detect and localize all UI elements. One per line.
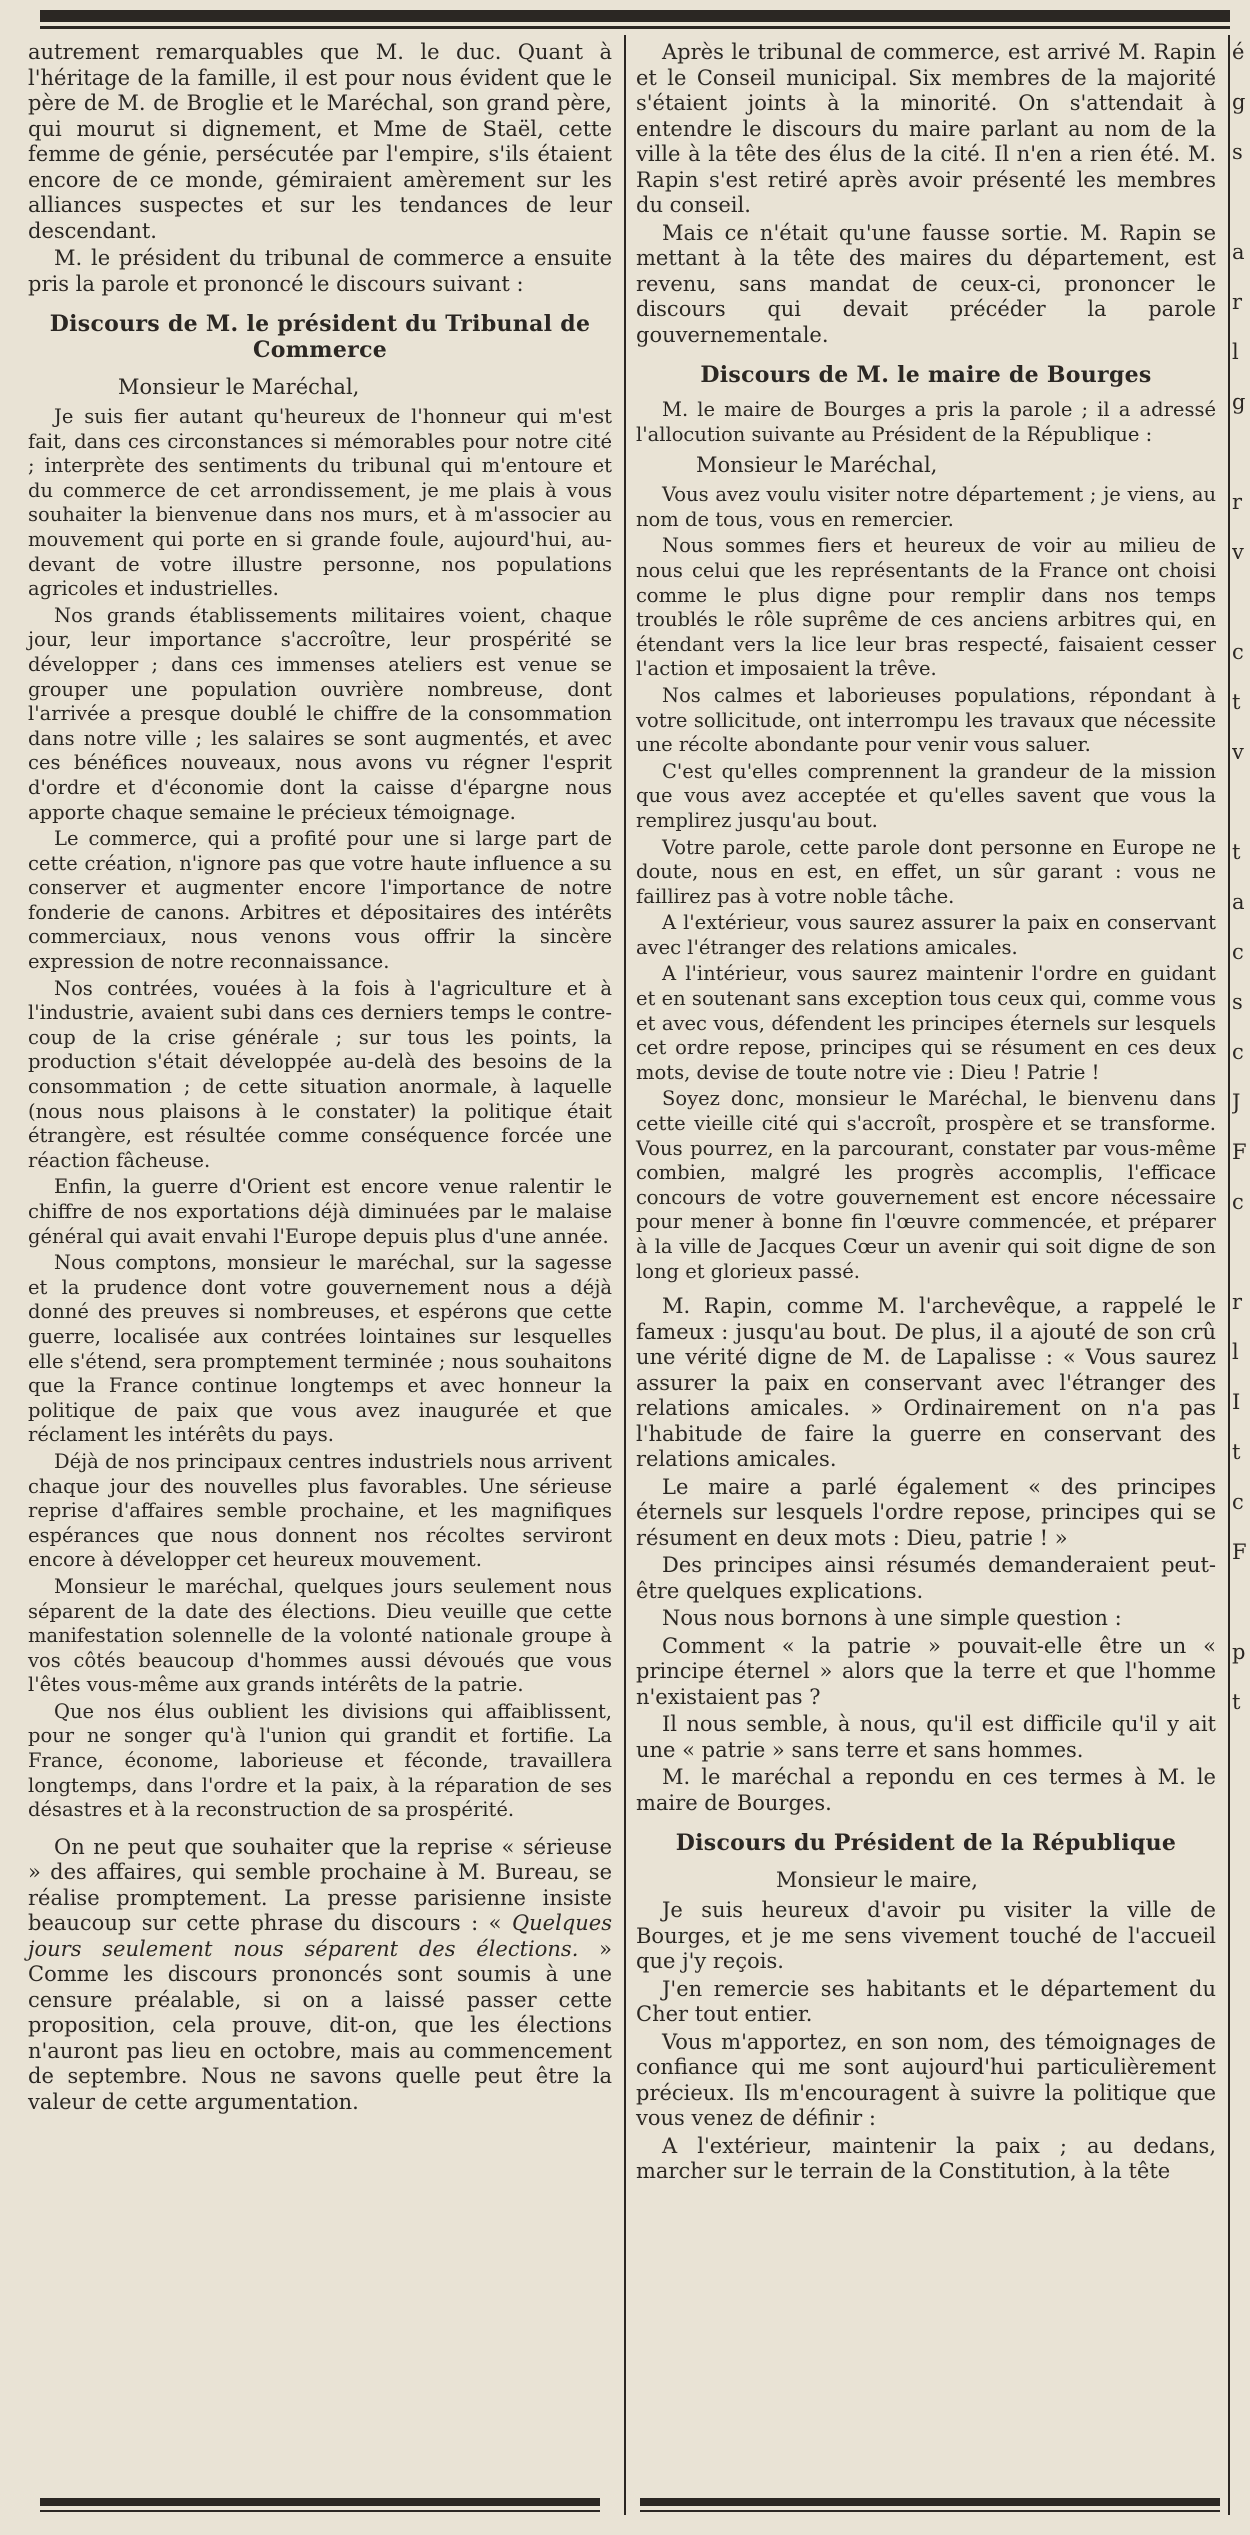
edge-letter: g bbox=[1232, 390, 1246, 414]
heading-president-speech: Discours du Président de la République bbox=[675, 1830, 1177, 1857]
edge-letter: l bbox=[1232, 1340, 1239, 1364]
maire-speech-paragraph: Soyez donc, monsieur le Maréchal, le bienvenu dans cette vieille cité qui s'accroît, prospère et se transforme. Vous pourrez, en la parcourant, constater par vous-même combien, malgré les progrès accomplis, l'efficace concours de votre gouvernement est encore nécessaire pour mener à bonne fin l'œuvre commencée, et préparer à la ville de Jacques Cœur un avenir qui soit digne de son long et glorieux passé. bbox=[636, 1087, 1216, 1283]
edge-letter: c bbox=[1232, 1190, 1244, 1214]
maire-speech-paragraph: A l'extérieur, vous saurez assurer la paix en conservant avec l'étranger des relations amicales. bbox=[636, 911, 1216, 959]
speech-paragraph: Déjà de nos principaux centres industriels nous arrivent chaque jour des nouvelles plus favorables. Une sérieuse reprise d'affaires semble prochaine, et les magnifiques espérances que nous donnent nos récoltes serviront encore à développer cet heureux mouvement. bbox=[28, 1449, 612, 1572]
edge-letter: g bbox=[1232, 90, 1246, 114]
edge-letter: r bbox=[1232, 290, 1243, 314]
bottom-rule-left-thin bbox=[40, 2510, 600, 2512]
edge-letter: F bbox=[1232, 1540, 1247, 1564]
column-divider-right bbox=[1228, 35, 1230, 2515]
edge-letter: c bbox=[1232, 940, 1244, 964]
speech-paragraph: Que nos élus oublient les divisions qui affaiblissent, pour ne songer qu'à l'union qui grandit et fortifie. La France, économe, laborieuse et féconde, travaillera longtemps, dans l'ordre et la paix, à la réparation de ses désastres et à la reconstruction de sa prospérité. bbox=[28, 1699, 612, 1822]
speech-paragraph: Nos grands établissements militaires voient, chaque jour, leur importance s'accroître, leur prospérité se développer ; dans ces immenses ateliers est venue se grouper une population ouvrière nombreuse, dont l'arrivée a presque doublé le chiffre de la consommation dans notre ville ; les salaires se sont augmentés, et avec ces bénéfices nouveaux, nous avons vu régner l'esprit d'ordre et d'économie dont la caisse d'épargne nous apporte chaque semaine le précieux témoignage. bbox=[28, 603, 612, 824]
edge-letter: a bbox=[1232, 240, 1245, 264]
left-paragraph-1: autrement remarquables que M. le duc. Quant à l'héritage de la famille, il est pour nous évident que le père de M. de Broglie et le Maréchal, son grand père, qui mourut si dignement, et Mme de Staël, cette femme de génie, persécutée par l'empire, s'ils étaient encore de ce monde, gémiraient amèrement sur les alliances suspectes et sur les tendances de leur descendant. bbox=[28, 40, 612, 243]
commentary-paragraph: Comment « la patrie » pouvait-elle être un « principe éternel » alors que la terre et que l'homme n'existaient pas ? bbox=[636, 1633, 1216, 1709]
maire-speech-paragraph: Nos calmes et laborieuses populations, répondant à votre sollicitude, ont interrompu les travaux que nécessite une récolte abondante pour venir vous saluer. bbox=[636, 683, 1216, 757]
edge-letter: t bbox=[1232, 1440, 1241, 1464]
closing-text-1: On ne peut que souhaiter que la reprise « sérieuse » des affaires, qui semble prochaine à M. Bureau, se réalise promptement. La presse parisienne insiste beaucoup sur cette phrase du discours : « bbox=[28, 1834, 612, 1936]
left-column bbox=[28, 40, 612, 2117]
maire-speech-paragraph: C'est qu'elles comprennent la grandeur de la mission que vous avez acceptée et qu'elles savent que vous la remplirez jusqu'au bout. bbox=[636, 759, 1216, 832]
edge-letter: c bbox=[1232, 1490, 1244, 1514]
salutation-marechal-2: Monsieur le Maréchal, bbox=[696, 453, 938, 478]
edge-letter: v bbox=[1232, 740, 1244, 764]
closing-quote: Quelques jours seulement nous séparent des élections. bbox=[28, 1911, 612, 1961]
right-paragraph-1: Après le tribunal de commerce, est arrivé M. Rapin et le Conseil municipal. Six membres de la majorité s'étaient joints à la minorité. On s'attendait à entendre le discours du maire parlant au nom de la ville à la tête des élus de la cité. Il n'en a rien été. M. Rapin s'est retiré après avoir présenté les membres du conseil. bbox=[636, 40, 1216, 217]
right-column bbox=[636, 40, 1216, 2187]
edge-letter: t bbox=[1232, 1690, 1241, 1714]
edge-letter: c bbox=[1232, 640, 1244, 664]
president-speech-paragraph: J'en remercie ses habitants et le département du Cher tout entier. bbox=[636, 1976, 1216, 2027]
commentary-paragraph: Le maire a parlé également « des principes éternels sur lesquels l'ordre repose, principes qui se résument en deux mots : Dieu, patrie ! » bbox=[636, 1474, 1216, 1550]
edge-letter: l bbox=[1232, 340, 1239, 364]
cut-off-column bbox=[1232, 40, 1250, 1740]
edge-letter: p bbox=[1232, 1640, 1246, 1664]
top-rule-thin bbox=[40, 26, 1230, 29]
bottom-rule-left bbox=[40, 2498, 600, 2506]
edge-letter bbox=[1232, 440, 1250, 490]
edge-letter: a bbox=[1232, 890, 1245, 914]
edge-letter bbox=[1232, 1240, 1250, 1290]
president-speech-paragraph: A l'extérieur, maintenir la paix ; au dedans, marcher sur le terrain de la Constitution, à la tête bbox=[636, 2133, 1216, 2184]
commentary-paragraph: Des principes ainsi résumés demanderaient peut-être quelques explications. bbox=[636, 1553, 1216, 1603]
speech-paragraph: Nos contrées, vouées à la fois à l'agriculture et à l'industrie, avaient subi dans ces derniers temps le contre-coup de la crise générale ; sur tous les points, la production s'était développée au-delà des besoins de la consommation ; de cette situation anormale, à laquelle (nous nous plaisons à le constater) la politique était étrangère, est résultée comme conséquence forcée une réaction fâcheuse. bbox=[28, 976, 612, 1172]
commentary-paragraph: M. Rapin, comme M. l'archevêque, a rappelé le fameux : jusqu'au bout. De plus, il a ajouté de son crû une vérité digne de M. de Lapalisse : « Vous saurez assurer la paix en conservant avec l'étranger des relations amicales. » Ordinairement on n'a pas l'habitude de faire la guerre en conservant des relations amicales. bbox=[636, 1294, 1216, 1472]
column-divider-left bbox=[624, 35, 626, 2515]
salutation-maire: Monsieur le maire, bbox=[776, 1868, 978, 1893]
edge-letter: s bbox=[1232, 140, 1243, 164]
closing-text-2: » Comme les discours prononcés sont soumis à une censure préalable, si on a laissé passer cette proposition, cela prouve, dit-on, que les élections n'auront pas lieu en octobre, mais au commencement de septembre. Nous ne savons quelle peut être la valeur de cette argumentation. bbox=[28, 1936, 612, 2114]
edge-letter: J bbox=[1232, 1090, 1241, 1114]
edge-letter: r bbox=[1232, 1290, 1243, 1314]
right-paragraph-3: M. le maire de Bourges a pris la parole ; il a adressé l'allocution suivante au Président de la République : bbox=[636, 398, 1216, 446]
salutation-marechal: Monsieur le Maréchal, bbox=[118, 375, 360, 399]
edge-letter: F bbox=[1232, 1140, 1247, 1164]
speech-paragraph: Nous comptons, monsieur le maréchal, sur la sagesse et la prudence dont votre gouvernement nous a déjà donné des preuves si nombreuses, et espérons que cette guerre, localisée aux contrées lointaines sur lesquelles elle s'étend, sera promptement terminée ; nous souhaitons que la France continue longtemps et avec honneur la politique de paix que vous avez inaugurée et que réclament les intérêts du pays. bbox=[28, 1251, 612, 1447]
edge-letter: t bbox=[1232, 840, 1241, 864]
edge-letter bbox=[1232, 790, 1250, 840]
commentary-paragraph: Nous nous bornons à une simple question : bbox=[662, 1606, 1122, 1631]
bottom-rule-right-thin bbox=[640, 2510, 1220, 2512]
edge-letter bbox=[1232, 590, 1250, 640]
president-speech-paragraph: Je suis heureux d'avoir pu visiter la ville de Bourges, et je me sens vivement touché de l'accueil que j'y reçois. bbox=[636, 1898, 1216, 1974]
edge-letter: c bbox=[1232, 1040, 1244, 1064]
commentary-paragraph: Il nous semble, à nous, qu'il est difficile qu'il y ait une « patrie » sans terre et sans hommes. bbox=[636, 1712, 1216, 1762]
edge-letter: é bbox=[1232, 40, 1245, 64]
edge-letter: r bbox=[1232, 490, 1243, 514]
heading-tribunal-speech: Discours de M. le président du Tribunal de Commerce bbox=[49, 311, 591, 363]
top-rule-thick bbox=[40, 10, 1230, 22]
edge-letter bbox=[1232, 190, 1250, 240]
maire-speech-paragraph: Votre parole, cette parole dont personne en Europe ne doute, nous en est, en effet, un sûr garant : vous ne faillirez pas à votre noble tâche. bbox=[636, 835, 1216, 908]
speech-paragraph: Monsieur le maréchal, quelques jours seulement nous séparent de la date des élections. Dieu veuille que cette manifestation solennelle de la volonté nationale groupe à vos côtés beaucoup d'hommes aussi dévoués que vous l'êtes vous-même aux grands intérêts de la patrie. bbox=[28, 1574, 612, 1697]
edge-letter: s bbox=[1232, 990, 1243, 1014]
speech-paragraph: Le commerce, qui a profité pour une si large part de cette création, n'ignore pas que votre haute influence a su conserver et augmenter encore l'importance de notre fonderie de canons. Arbitres et dépositaires des intérêts commerciaux, nous venons vous offrir la sincère expression de notre reconnaissance. bbox=[28, 827, 612, 974]
left-paragraph-2: M. le président du tribunal de commerce a ensuite pris la parole et prononcé le discours suivant : bbox=[28, 246, 612, 296]
edge-letter: I bbox=[1232, 1390, 1241, 1414]
heading-maire-speech: Discours de M. le maire de Bourges bbox=[700, 362, 1152, 388]
edge-letter: v bbox=[1232, 540, 1244, 564]
right-paragraph-2: Mais ce n'était qu'une fausse sortie. M. Rapin se mettant à la tête des maires du département, est revenu, sans mandat de ceux-ci, prononcer le discours qui devait précéder la parole gouvernementale. bbox=[636, 220, 1216, 347]
edge-letter bbox=[1232, 1590, 1250, 1640]
maire-speech-paragraph: A l'intérieur, vous saurez maintenir l'ordre en guidant et en soutenant sans exception tous ceux qui, comme vous et avec vous, défendent les principes éternels sur lesquels cet ordre repose, principes qui se résument en ces deux mots, devise de toute notre vie : Dieu ! Patrie ! bbox=[636, 962, 1216, 1084]
speech-paragraph: Enfin, la guerre d'Orient est encore venue ralentir le chiffre de nos exportations déjà diminuées par le malaise général qui avait envahi l'Europe depuis plus d'une année. bbox=[28, 1175, 612, 1248]
commentary-paragraph: M. le maréchal a repondu en ces termes à M. le maire de Bourges. bbox=[636, 1765, 1216, 1815]
edge-letter: t bbox=[1232, 690, 1241, 714]
bottom-rule-right bbox=[640, 2498, 1220, 2506]
maire-speech-paragraph: Vous avez voulu visiter notre département ; je viens, au nom de tous, vous en remercier. bbox=[636, 483, 1216, 531]
speech-paragraph: Je suis fier autant qu'heureux de l'honneur qui m'est fait, dans ces circonstances si mémorables pour notre cité ; interprète des sentiments du tribunal qui m'entoure et du commerce de cet arrondissement, je me plais à vous souhaiter la bienvenue dans nos murs, et à m'associer au mouvement qui porte en si grande foule, aujourd'hui, au-devant de votre illustre personne, nos populations agricoles et industrielles. bbox=[28, 405, 612, 601]
maire-speech-paragraph: Nous sommes fiers et heureux de voir au milieu de nous celui que les représentants de la France ont choisi comme le plus digne pour remplir dans nos temps troublés le rôle suprême de ces anciens arbitres qui, en étendant vers la lice leur bras respecté, faisaient cesser l'action et imposaient la trêve. bbox=[636, 534, 1216, 681]
left-closing-paragraph bbox=[28, 1835, 612, 2116]
president-speech-paragraph: Vous m'apportez, en son nom, des témoignages de confiance qui me sont aujourd'hui particulièrement précieux. Ils m'encouragent à suivre la politique que vous venez de définir : bbox=[636, 2029, 1216, 2131]
